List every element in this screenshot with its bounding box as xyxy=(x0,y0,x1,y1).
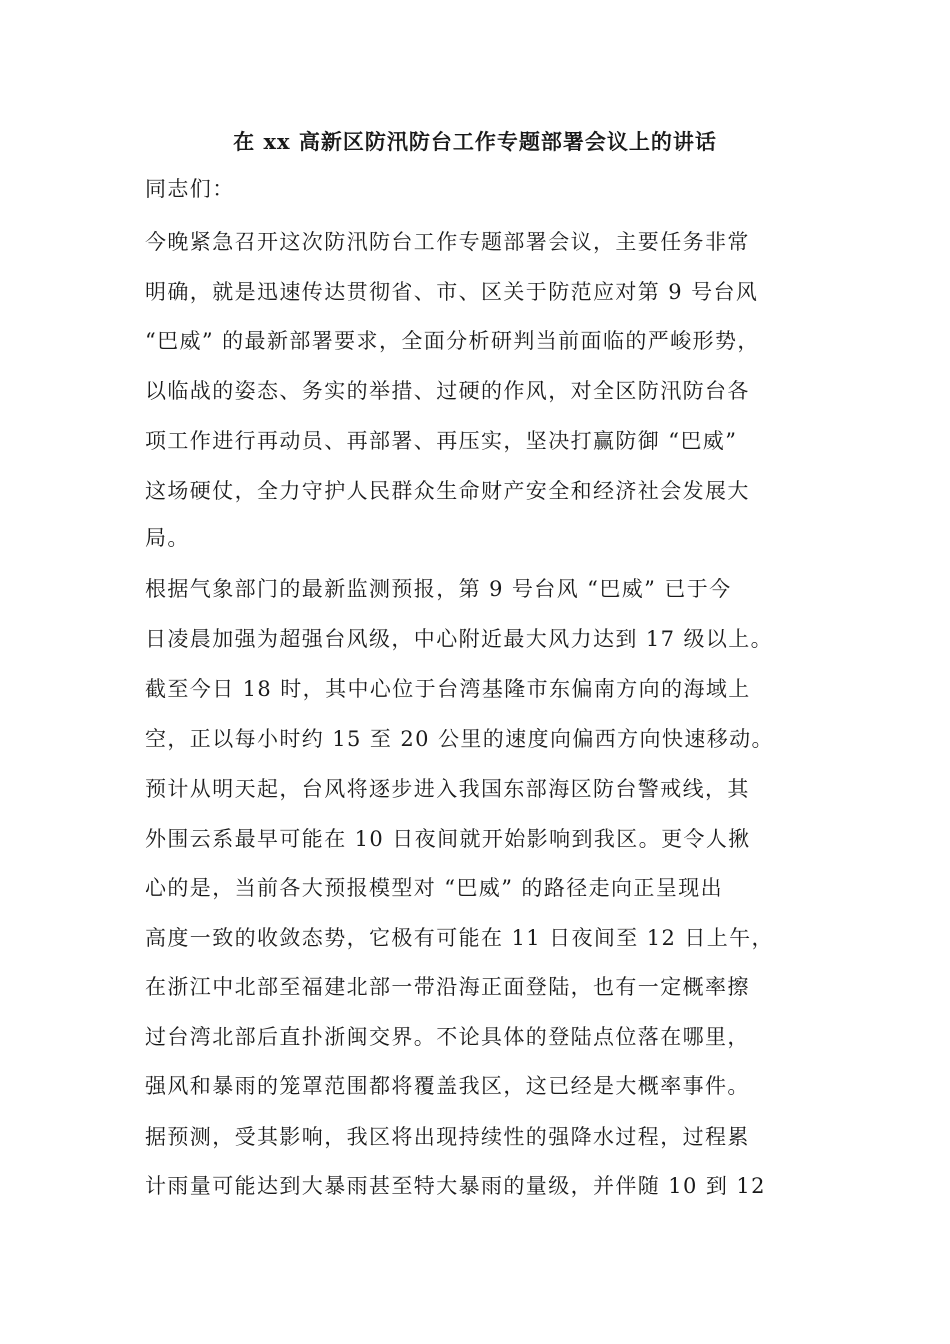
text-line: 同志们： xyxy=(145,177,235,201)
text-line: 外围云系最早可能在 10 日夜间就开始影响到我区。更令人揪 xyxy=(145,827,751,851)
page-title: 在 xx 高新区防汛防台工作专题部署会议上的讲话 xyxy=(233,129,717,154)
text-line: “巴威” 的最新部署要求，全面分析研判当前面临的严峻形势， xyxy=(145,329,760,353)
text-line: 高度一致的收敛态势，它极有可能在 11 日夜间至 12 日上午， xyxy=(145,926,774,950)
text-line: 预计从明天起，台风将逐步进入我国东部海区防台警戒线，其 xyxy=(145,777,750,801)
text-line: 局。 xyxy=(145,526,190,550)
text-line: 截至今日 18 时，其中心位于台湾基隆市东偏南方向的海域上 xyxy=(145,677,751,701)
text-line: 过台湾北部后直扑浙闽交界。不论具体的登陆点位落在哪里， xyxy=(145,1025,750,1049)
text-line: 今晚紧急召开这次防汛防台工作专题部署会议，主要任务非常 xyxy=(145,230,750,254)
text-line: 计雨量可能达到大暴雨甚至特大暴雨的量级，并伴随 10 到 12 xyxy=(145,1174,766,1198)
text-line: 在浙江中北部至福建北部一带沿海正面登陆，也有一定概率擦 xyxy=(145,975,750,999)
text-line: 以临战的姿态、务实的举措、过硬的作风，对全区防汛防台各 xyxy=(145,379,750,403)
text-line: 这场硬仗，全力守护人民群众生命财产安全和经济社会发展大 xyxy=(145,479,750,503)
text-line: 强风和暴雨的笼罩范围都将覆盖我区，这已经是大概率事件。 xyxy=(145,1074,750,1098)
text-line: 明确，就是迅速传达贯彻省、市、区关于防范应对第 9 号台风 xyxy=(145,280,759,304)
text-line: 空，正以每小时约 15 至 20 公里的速度向偏西方向快速移动。 xyxy=(145,727,774,751)
text-line: 心的是，当前各大预报模型对 “巴威” 的路径走向正呈现出 xyxy=(145,876,724,900)
text-line: 据预测，受其影响，我区将出现持续性的强降水过程，过程累 xyxy=(145,1125,750,1149)
text-line: 项工作进行再动员、再部署、再压实，坚决打赢防御 “巴威” xyxy=(145,429,738,453)
text-line: 根据气象部门的最新监测预报，第 9 号台风 “巴威” 已于今 xyxy=(145,577,732,601)
text-line: 日凌晨加强为超强台风级，中心附近最大风力达到 17 级以上。 xyxy=(145,627,774,651)
